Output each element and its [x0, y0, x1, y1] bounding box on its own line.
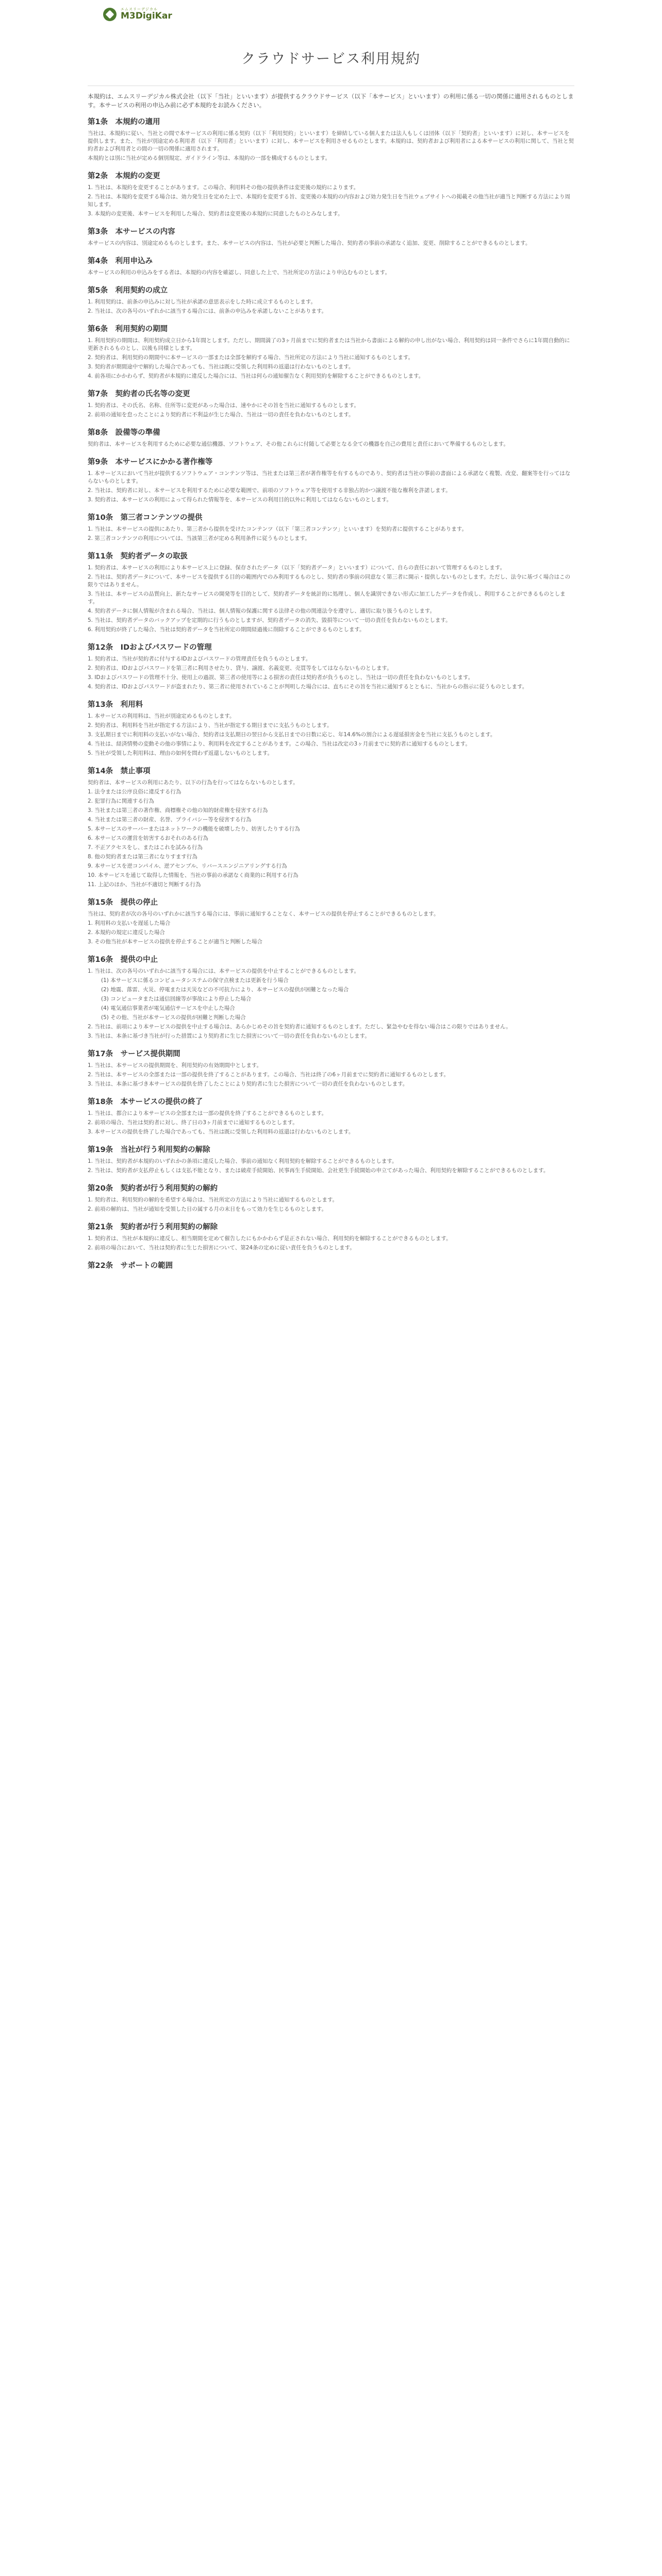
article-title: 第20条 契約者が行う利用契約の解約	[88, 1184, 218, 1193]
article-paragraph: 2. 当社は、次の各号のいずれかに該当する場合には、前条の申込みを承諾しないことがあります。	[88, 308, 327, 314]
article-paragraph: 当社は、本規約に従い、当社との間で本サービスの利用に係る契約（以下「利用契約」といいます）を締結している個人または法人もしくは団体（以下「契約者」といいます）に対し、本サービスを提供します。また、当社が別途定める利用者（以下「利用者」といいます）に対し、本サービスを利用させるものとします。本規約は、契約者および利用者による本サービスの利用に関して、当社と契約者および利用者との間の一切の関係に適用されます。	[88, 130, 574, 152]
article-paragraph: 10. 本サービスを通じて取得した情報を、当社の事前の承諾なく商業的に利用する行為	[88, 872, 299, 878]
article-section	[88, 226, 574, 247]
article-body	[88, 779, 574, 889]
article-paragraph: 4. 契約者データに個人情報が含まれる場合、当社は、個人情報の保護に関する法律その他の関連法令を遵守し、適切に取り扱うものとします。	[88, 608, 436, 614]
article-paragraph: 1. 本サービスの利用料は、当社が別途定めるものとします。	[88, 713, 235, 719]
article-section	[88, 116, 574, 162]
article-title: 第10条 第三者コンテンツの提供	[88, 514, 203, 522]
article-paragraph: 2. 本規約の規定に違反した場合	[88, 929, 165, 936]
article-section	[88, 512, 574, 543]
article-paragraph: 4. 当社または第三者の財産、名誉、プライバシー等を侵害する行為	[88, 817, 252, 823]
article-paragraph: 3. 当社は、本条に基づき本サービスの提供を終了したことにより契約者に生じた損害について一切の責任を負わないものとします。	[88, 1081, 408, 1087]
article-title: 第16条 提供の中止	[88, 956, 158, 964]
article-paragraph: 本サービスの利用の申込みをする者は、本規約の内容を確認し、同意した上で、当社所定の方法により申込むものとします。	[88, 269, 390, 276]
article-body	[88, 1158, 574, 1175]
logo-mark-icon	[103, 8, 117, 21]
article-section	[88, 388, 574, 419]
article-paragraph: 1. 契約者は、その氏名、名称、住所等に変更があった場合は、速やかにその旨を当社に通知するものとします。	[88, 402, 359, 409]
article-body	[88, 269, 574, 277]
article-section	[88, 550, 574, 634]
article-section	[88, 1182, 574, 1213]
article-paragraph: 2. 犯罪行為に関連する行為	[88, 798, 154, 804]
article-paragraph: 本サービスの内容は、別途定めるものとします。また、本サービスの内容は、当社が必要と判断した場合、契約者の事前の承諾なく追加、変更、削除することができるものとします。	[88, 240, 531, 246]
article-paragraph: 3. 本サービスの提供を終了した場合であっても、当社は既に受領した利用料の返還は行わないものとします。	[88, 1129, 354, 1135]
logo-small-text: エムスリーデジカル	[121, 7, 158, 12]
article-title: 第13条 利用料	[88, 701, 143, 709]
article-title: 第17条 サービス提供期間	[88, 1050, 180, 1058]
article-paragraph: (4) 電気通信事業者が電気通信サービスを中止した場合	[101, 1005, 235, 1011]
article-paragraph: (2) 地震、落雷、火災、停電または天災などの不可抗力により、本サービスの提供が困難となった場合	[101, 987, 349, 993]
article-body	[88, 1110, 574, 1136]
brand-logo[interactable]	[103, 8, 172, 21]
article-paragraph: 3. 当社は、本サービスの品質向上、新たなサービスの開発等を目的として、契約者データを統計的に処理し、個人を識別できない形式に加工したデータを作成し、利用することができるものとします。	[88, 591, 566, 605]
article-paragraph: 3. その他当社が本サービスの提供を停止することが適当と判断した場合	[88, 939, 262, 945]
article-paragraph: 3. 本規約の変更後、本サービスを利用した場合、契約者は変更後の本規約に同意したものとみなします。	[88, 211, 343, 217]
article-title: 第14条 禁止事項	[88, 767, 151, 775]
article-body	[88, 337, 574, 380]
article-paragraph: 2. 契約者は、利用契約の期間中に本サービスの一部または全部を解約する場合、当社所定の方法により当社に通知するものとします。	[88, 354, 414, 361]
article-paragraph: 4. 契約者は、IDおよびパスワードが盗まれたり、第三者に使用されていることが判明した場合には、直ちにその旨を当社に通知するとともに、当社からの指示に従うものとします。	[88, 684, 528, 690]
article-paragraph: 9. 本サービスを逆コンパイル、逆アセンブル、リバースエンジニアリングする行為	[88, 863, 287, 869]
article-title: 第1条 本規約の適用	[88, 118, 160, 126]
article-paragraph: 2. 第三者コンテンツの利用については、当該第三者が定める利用条件に従うものとします。	[88, 535, 310, 541]
article-paragraph: 1. 契約者は、利用契約の解約を希望する場合は、当社所定の方法により当社に通知するものとします。	[88, 1197, 338, 1203]
article-body	[88, 470, 574, 504]
article-paragraph: 契約者は、本サービスを利用するために必要な通信機器、ソフトウェア、その他これらに付随して必要となる全ての機器を自己の費用と責任において準備するものとします。	[88, 441, 509, 447]
terms-content	[88, 86, 574, 1270]
last-article-title: 第22条 サポートの範囲	[88, 1262, 173, 1270]
article-paragraph: 2. 前項の通知を怠ったことにより契約者に不利益が生じた場合、当社は一切の責任を負わないものとします。	[88, 412, 354, 418]
article-title: 第12条 IDおよびパスワードの管理	[88, 643, 212, 652]
article-paragraph: 1. 法令または公序良俗に違反する行為	[88, 789, 181, 795]
article-paragraph: 1. 当社は、本サービスの提供にあたり、第三者から提供を受けたコンテンツ（以下「第三者コンテンツ」といいます）を契約者に提供することがあります。	[88, 526, 467, 532]
article-section	[88, 170, 574, 218]
article-section	[88, 1048, 574, 1088]
article-paragraph: 1. 本サービスにおいて当社が提供するソフトウェア・コンテンツ等は、当社または第三者が著作権等を有するものであり、契約者は当社の事前の書面による承諾なく複製、改変、翻案等を行ってはならないものとします。	[88, 470, 571, 484]
article-section	[88, 1144, 574, 1175]
article-body	[88, 1196, 574, 1213]
article-paragraph: 1. 契約者は、本サービスの利用により本サービス上に登録、保存されたデータ（以下「契約者データ」といいます）について、自らの責任において管理するものとします。	[88, 565, 506, 571]
article-paragraph: 4. 当社は、経済情勢の変動その他の事情により、利用料を改定することがあります。この場合、当社は改定の3ヶ月前までに契約者に通知するものとします。	[88, 741, 471, 747]
article-paragraph: 3. 支払期日までに利用料の支払いがない場合、契約者は支払期日の翌日から支払日までの日数に応じ、年14.6%の割合による遅延損害金を当社に支払うものとします。	[88, 732, 496, 738]
article-paragraph: 4. 前各項にかかわらず、契約者が本規約に違反した場合には、当社は何らの通知催告なく利用契約を解除することができるものとします。	[88, 373, 424, 379]
article-section	[88, 954, 574, 1040]
article-paragraph: 5. 当社が受領した利用料は、理由の如何を問わず返還しないものとします。	[88, 750, 273, 756]
articles-list	[88, 116, 574, 1252]
article-title: 第19条 当社が行う利用契約の解除	[88, 1146, 210, 1154]
article-title: 第4条 利用申込み	[88, 257, 153, 265]
article-title: 第11条 契約者データの取扱	[88, 552, 188, 561]
article-title: 第3条 本サービスの内容	[88, 228, 175, 236]
article-paragraph: 3. 契約者が期間途中で解約した場合であっても、当社は既に受領した利用料の返還は行わないものとします。	[88, 364, 354, 370]
logo-main-text: M3DigiKar	[121, 10, 172, 21]
article-section	[88, 765, 574, 889]
article-body	[88, 910, 574, 946]
article-paragraph: 1. 利用料の支払いを遅延した場合	[88, 920, 171, 926]
article-paragraph: (5) その他、当社が本サービスの提供が困難と判断した場合	[101, 1014, 246, 1021]
article-body	[88, 1235, 574, 1252]
article-body	[88, 298, 574, 315]
article-section	[88, 1221, 574, 1252]
article-paragraph: 1. 当社は、本サービスの提供期間を、利用契約の有効期間中とします。	[88, 1062, 262, 1069]
article-paragraph: 1. 当社は、本規約を変更することがあります。この場合、利用料その他の提供条件は変更後の規約によります。	[88, 184, 359, 191]
article-section	[88, 255, 574, 277]
article-paragraph: 2. 前項の場合、当社は契約者に対し、終了日の3ヶ月前までに通知するものとします。	[88, 1120, 298, 1126]
article-paragraph: 2. 当社は、契約者データについて、本サービスを提供する目的の範囲内でのみ利用するものとし、契約者の事前の同意なく第三者に開示・提供しないものとします。ただし、法令に基づく場合はこの限りではありません。	[88, 574, 571, 588]
article-paragraph: 5. 本サービスのサーバーまたはネットワークの機能を破壊したり、妨害したりする行為	[88, 826, 300, 832]
article-paragraph: 1. 利用契約は、前条の申込みに対し当社が承諾の意思表示をした時に成立するものとします。	[88, 299, 317, 305]
article-paragraph: 3. IDおよびパスワードの管理不十分、使用上の過誤、第三者の使用等による損害の責任は契約者が負うものとし、当社は一切の責任を負わないものとします。	[88, 674, 474, 681]
article-paragraph: 2. 当社は、本サービスの全部または一部の提供を終了することがあります。この場合、当社は終了の6ヶ月前までに契約者に通知するものとします。	[88, 1072, 449, 1078]
article-paragraph: 1. 利用契約の期間は、利用契約成立日から1年間とします。ただし、期間満了の3ヶ月前までに契約者または当社から書面による解約の申し出がない場合、利用契約は同一条件でさらに1年間自動的に更新されるものとし、以後も同様とします。	[88, 337, 570, 351]
article-body	[88, 1062, 574, 1088]
article-paragraph: 2. 当社は、契約者が支払停止もしくは支払不能となり、または破産手続開始、民事再生手続開始、会社更生手続開始の申立てがあった場合、利用契約を解除することができるものとします。	[88, 1167, 549, 1174]
article-section	[88, 456, 574, 504]
article-body	[88, 526, 574, 543]
article-paragraph: 2. 前項の場合において、当社は契約者に生じた損害について、第24条の定めに従い責任を負うものとします。	[88, 1245, 355, 1251]
article-title: 第21条 契約者が行う利用契約の解除	[88, 1223, 218, 1231]
article-title: 第8条 設備等の準備	[88, 429, 160, 437]
article-body	[88, 130, 574, 162]
article-body	[88, 968, 574, 1040]
article-title: 第7条 契約者の氏名等の変更	[88, 390, 190, 398]
logo-text	[121, 8, 172, 21]
article-paragraph: 3. 当社は、本条に基づき当社が行った措置により契約者に生じた損害について一切の責任を負わないものとします。	[88, 1033, 370, 1039]
article-paragraph: 1. 当社は、契約者が本規約のいずれかの条項に違反した場合、事前の通知なく利用契約を解除することができるものとします。	[88, 1158, 398, 1164]
intro-text: 本規約は、エムスリーデジカル株式会社（以下「当社」といいます）が提供するクラウドサービス（以下「本サービス」といいます）の利用に係る一切の関係に適用されるものとします。本サービスの利用の申込み前に必ず本規約をお読みください。	[88, 93, 574, 109]
article-paragraph: 2. 契約者は、利用料を当社が指定する方法により、当社が指定する期日までに支払うものとします。	[88, 722, 333, 728]
article-paragraph: (3) コンピュータまたは通信回線等が事故により停止した場合	[101, 996, 252, 1002]
article-paragraph: 契約者は、本サービスの利用にあたり、以下の行為を行ってはならないものとします。	[88, 779, 299, 786]
article-paragraph: 2. 当社は、契約者に対し、本サービスを利用するために必要な範囲で、前項のソフトウェア等を使用する非独占的かつ譲渡不能な権利を許諾します。	[88, 487, 451, 494]
article-paragraph: 6. 本サービスの運営を妨害するおそれのある行為	[88, 835, 208, 841]
article-title: 第6条 利用契約の期間	[88, 325, 168, 333]
article-title: 第18条 本サービスの提供の終了	[88, 1098, 203, 1106]
article-paragraph: (1) 本サービスに係るコンピュータシステムの保守点検または更新を行う場合	[101, 977, 289, 984]
article-paragraph: 1. 当社は、次の各号のいずれかに該当する場合には、本サービスの提供を中止することができるものとします。	[88, 968, 360, 974]
article-body	[88, 440, 574, 448]
article-body	[88, 655, 574, 691]
article-section	[88, 427, 574, 448]
article-body	[88, 564, 574, 634]
article-paragraph: 1. 契約者は、当社が本規約に違反し、相当期間を定めて催告したにもかかわらず是正されない場合、利用契約を解除することができるものとします。	[88, 1235, 452, 1242]
article-paragraph: 2. 前項の解約は、当社が通知を受領した日の属する月の末日をもって効力を生じるものとします。	[88, 1206, 327, 1212]
article-paragraph: 1. 契約者は、当社が契約者に付与するIDおよびパスワードの管理責任を負うものとします。	[88, 656, 311, 662]
title-band	[0, 29, 662, 86]
article-section	[88, 284, 574, 315]
article-section	[88, 641, 574, 691]
article-paragraph: 3. 契約者は、本サービスの利用によって得られた情報等を、本サービスの利用目的以外に利用してはならないものとします。	[88, 497, 392, 503]
article-paragraph: 2. 当社は、本規約を変更する場合は、効力発生日を定めた上で、本規約を変更する旨、変更後の本規約の内容および効力発生日を当社ウェブサイトへの掲載その他当社が適当と判断する方法により周知します。	[88, 194, 570, 208]
article-body	[88, 184, 574, 218]
article-paragraph: 2. 当社は、前項により本サービスの提供を中止する場合は、あらかじめその旨を契約者に通知するものとします。ただし、緊急やむを得ない場合はこの限りではありません。	[88, 1024, 511, 1030]
article-title: 第2条 本規約の変更	[88, 172, 160, 180]
article-paragraph: 6. 利用契約が終了した場合、当社は契約者データを当社所定の期間経過後に削除することができるものとします。	[88, 626, 365, 633]
article-paragraph: 5. 当社は、契約者データのバックアップを定期的に行うものとしますが、契約者データの消失、毀損等について一切の責任を負わないものとします。	[88, 617, 451, 623]
article-title: 第9条 本サービスにかかる著作権等	[88, 458, 213, 466]
article-paragraph: 本規約とは別に当社が定める個別規定、ガイドライン等は、本規約の一部を構成するものとします。	[88, 155, 331, 161]
article-section	[88, 896, 574, 946]
article-section	[88, 699, 574, 757]
article-paragraph: 1. 当社は、都合により本サービスの全部または一部の提供を終了することができるものとします。	[88, 1110, 327, 1116]
article-section	[88, 323, 574, 380]
article-section	[88, 1096, 574, 1136]
article-body	[88, 240, 574, 247]
article-paragraph: 11. 上記のほか、当社が不適切と判断する行為	[88, 882, 201, 888]
article-body	[88, 713, 574, 757]
article-paragraph: 当社は、契約者が次の各号のいずれかに該当する場合には、事前に通知することなく、本サービスの提供を停止することができるものとします。	[88, 911, 439, 917]
article-title: 第5条 利用契約の成立	[88, 286, 168, 295]
article-paragraph: 3. 当社または第三者の著作権、商標権その他の知的財産権を侵害する行為	[88, 807, 268, 814]
article-body	[88, 402, 574, 419]
article-paragraph: 7. 不正アクセスをし、またはこれを試みる行為	[88, 844, 203, 851]
article-paragraph: 8. 他の契約者または第三者になりすます行為	[88, 854, 197, 860]
site-header	[0, 0, 662, 29]
article-paragraph: 2. 契約者は、IDおよびパスワードを第三者に利用させたり、貸与、譲渡、名義変更、売買等をしてはならないものとします。	[88, 665, 392, 671]
article-title: 第15条 提供の停止	[88, 899, 158, 907]
page-title: クラウドサービス利用規約	[241, 50, 421, 67]
